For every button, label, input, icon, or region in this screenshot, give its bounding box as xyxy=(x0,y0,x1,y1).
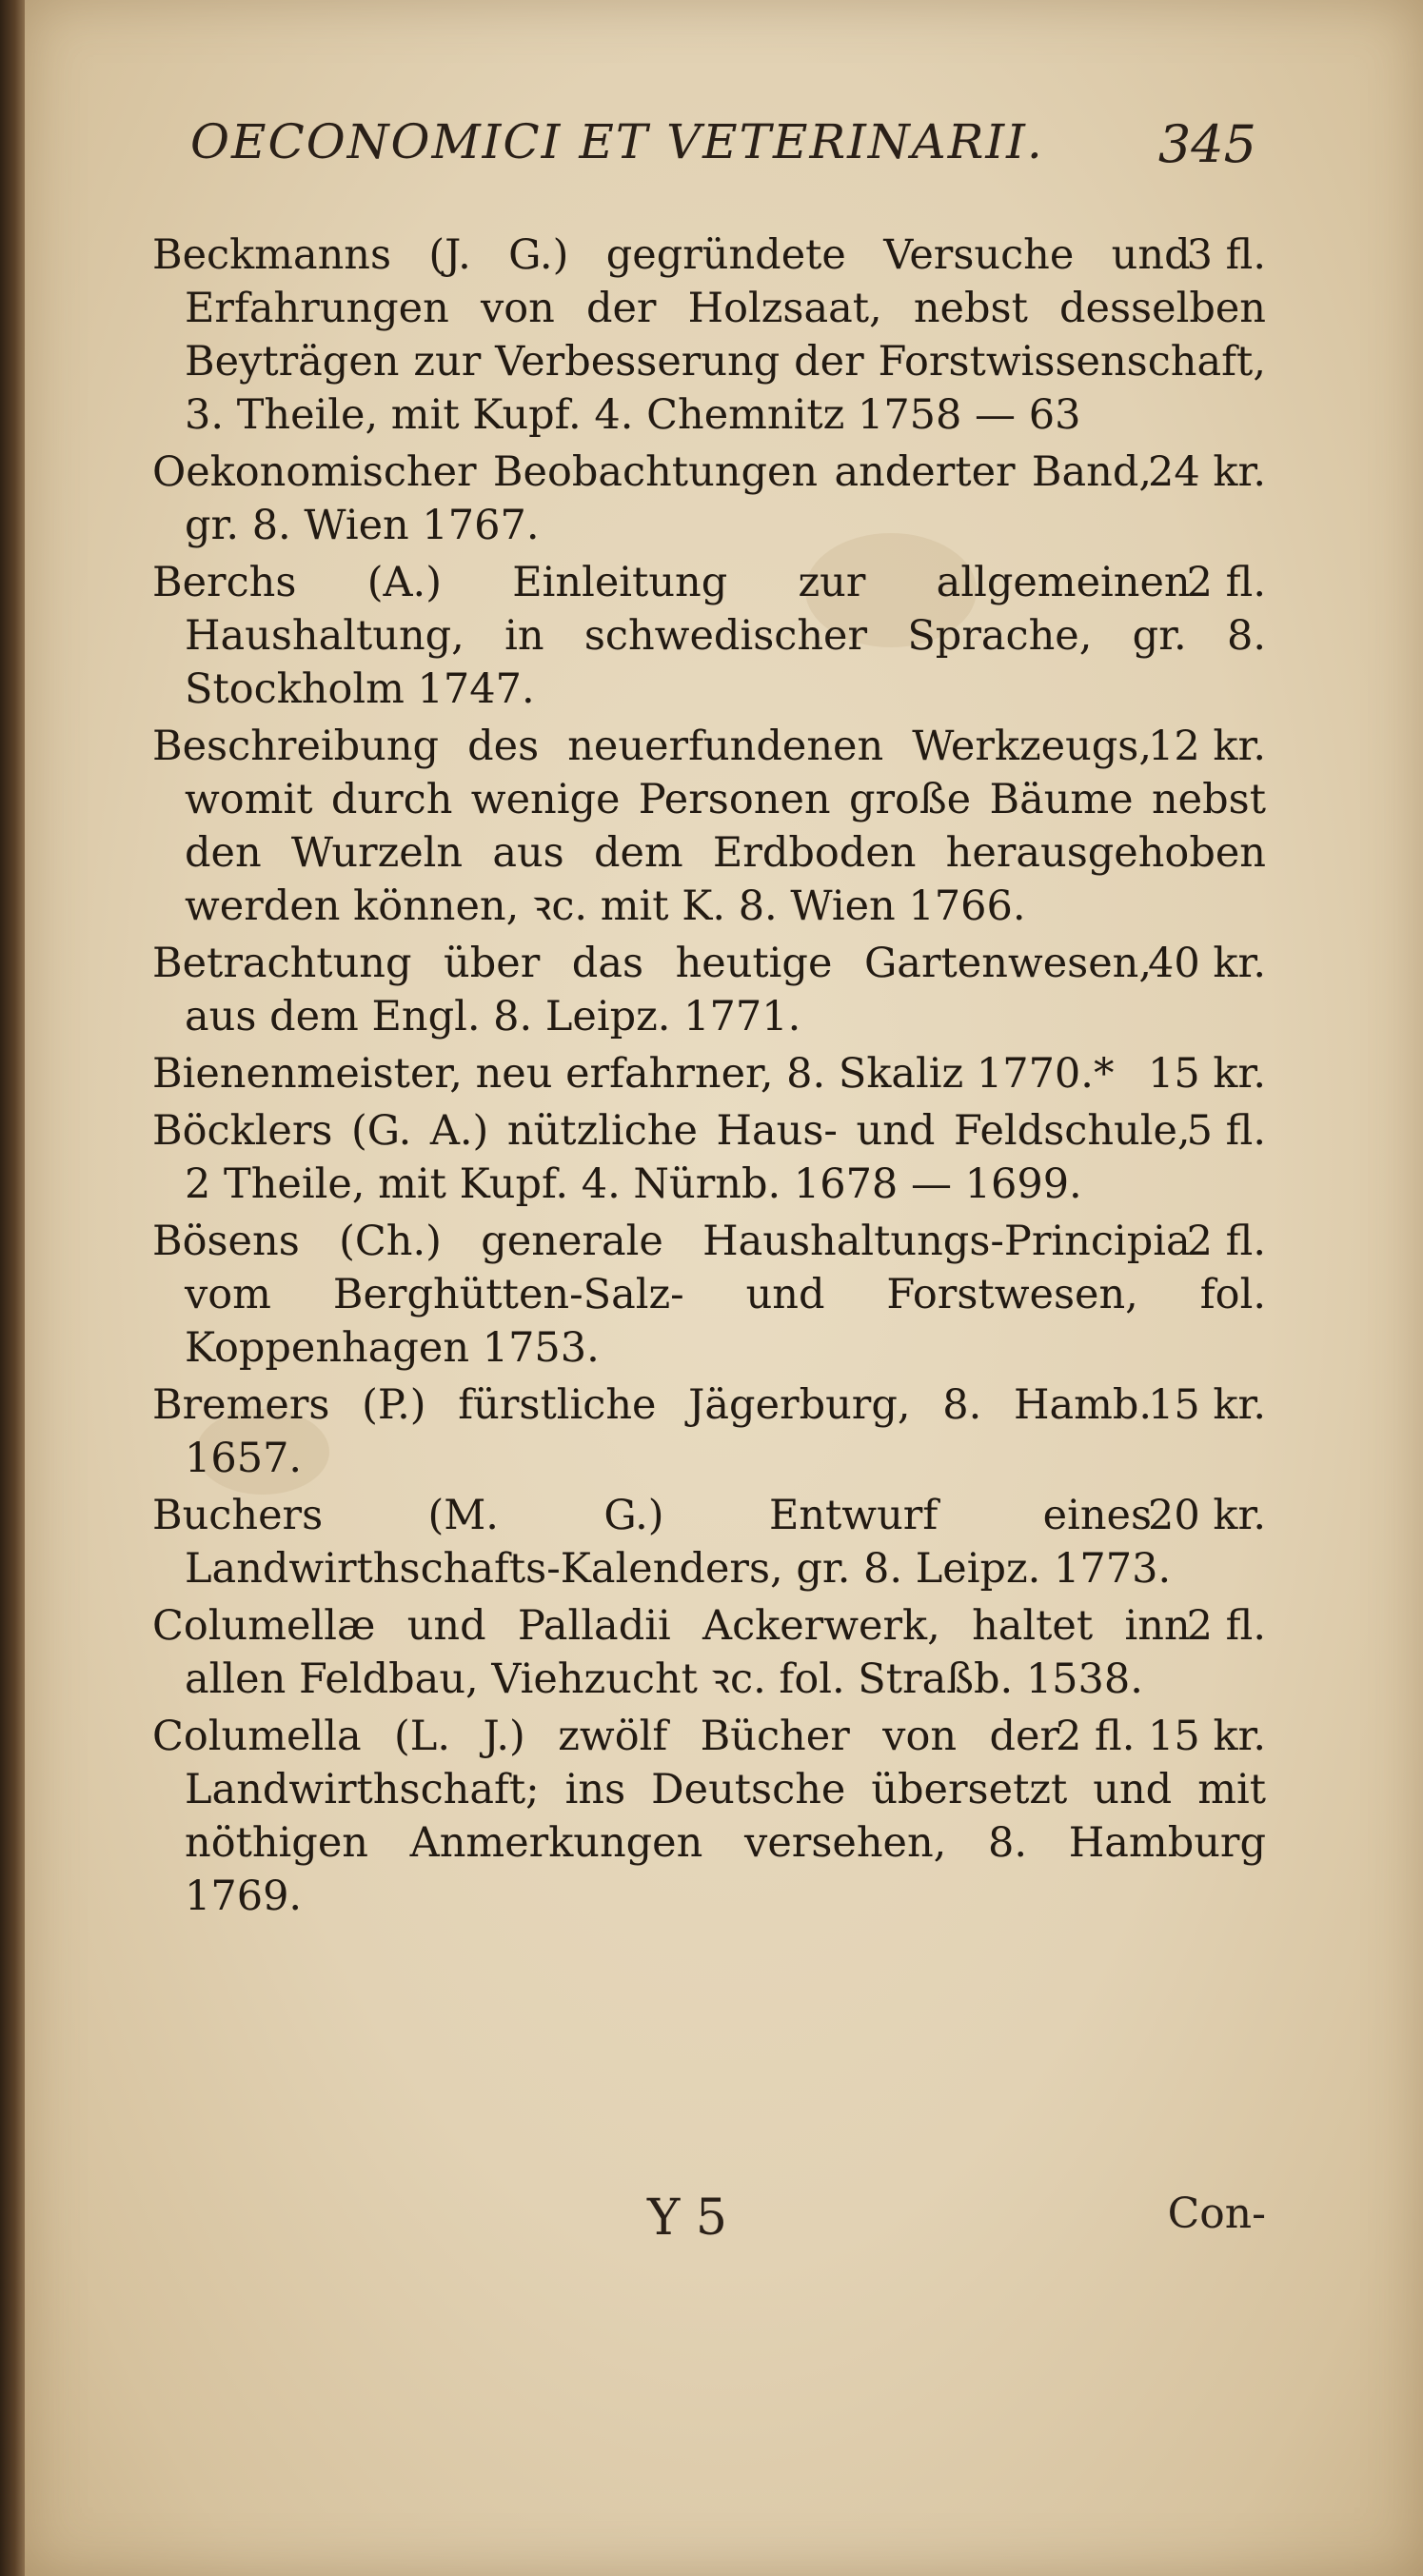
catalog-entry xyxy=(152,228,1266,442)
entry-price: 15 kr. xyxy=(1148,1381,1266,1429)
entry-price: 5 fl. xyxy=(1186,1107,1266,1155)
entry-text: Oekonomischer Beobachtungen anderter Band, gr. 8. Wien 1767. xyxy=(152,448,1153,549)
entry-text: Bösens (Ch.) generale Haushaltungs-Principia vom Berghütten-Salz- und Forstwesen, fol. Koppenhagen 1753. xyxy=(152,1218,1266,1372)
running-head: OECONOMICI ET VETERINARII. xyxy=(190,114,1044,169)
entry-text: Beckmanns (J. G.) gegründete Versuche und Erfahrungen von der Holzsaat, nebst desselben Beyträgen zur Verbesserung der Forstwissenschaft, 3. Theile, mit Kupf. 4. Chemnitz 1758 — 63 xyxy=(152,231,1266,439)
entry-price: 15 kr. xyxy=(1148,1050,1266,1098)
entry-price: 40 kr. xyxy=(1148,940,1266,987)
entry-price: 2 fl. 15 kr. xyxy=(1056,1713,1266,1760)
entry-text: Columellæ und Palladii Ackerwerk, haltet inn allen Feldbau, Viehzucht ꝛc. fol. Straßb. 1538. xyxy=(152,1602,1191,1703)
catalog-entry xyxy=(152,937,1266,1043)
entry-text: Columella (L. J.) zwölf Bücher von der Landwirthschaft; ins Deutsche übersetzt und mit nöthigen Anmerkungen versehen, 8. Hamburg 1769. xyxy=(152,1713,1266,1920)
entry-price: 24 kr. xyxy=(1148,448,1266,496)
catalog-entry xyxy=(152,1047,1266,1100)
entry-price: 2 fl. xyxy=(1186,559,1266,606)
catalog-entry xyxy=(152,1215,1266,1375)
entry-price: 20 kr. xyxy=(1148,1492,1266,1539)
entry-text: Böcklers (G. A.) nützliche Haus- und Feldschule, 2 Theile, mit Kupf. 4. Nürnb. 1678 — 1699. xyxy=(152,1107,1191,1208)
catalog-entry xyxy=(152,446,1266,552)
entry-price: 2 fl. xyxy=(1186,1218,1266,1265)
catalog-entry xyxy=(152,1710,1266,1923)
entry-text: Bienenmeister, neu erfahrner, 8. Skaliz 1770.* xyxy=(152,1050,1115,1098)
entry-price: 2 fl. xyxy=(1186,1602,1266,1650)
entry-text: Buchers (M. G.) Entwurf eines Landwirthschafts-Kalenders, gr. 8. Leipz. 1773. xyxy=(152,1492,1172,1593)
book-binding-edge xyxy=(0,0,25,2576)
page-footer xyxy=(152,2190,1266,2266)
page-number: 345 xyxy=(1157,114,1256,174)
catchword: Con- xyxy=(1167,2190,1266,2238)
catalog-entry xyxy=(152,720,1266,933)
page-header xyxy=(190,114,1256,190)
signature-mark: Y 5 xyxy=(647,2190,727,2247)
entry-text: Beschreibung des neuerfundenen Werkzeugs, womit durch wenige Personen große Bäume nebst den Wurzeln aus dem Erdboden herausgehoben werden können, ꝛc. mit K. 8. Wien 1766. xyxy=(152,723,1266,930)
entry-text: Bremers (P.) fürstliche Jägerburg, 8. Hamb. 1657. xyxy=(152,1381,1153,1482)
catalog-entries xyxy=(152,228,1266,1927)
catalog-entry xyxy=(152,1489,1266,1595)
entry-text: Betrachtung über das heutige Gartenwesen, aus dem Engl. 8. Leipz. 1771. xyxy=(152,940,1153,1040)
entry-price: 3 fl. xyxy=(1186,231,1266,279)
catalog-entry xyxy=(152,1599,1266,1706)
entry-text: Berchs (A.) Einleitung zur allgemeinen Haushaltung, in schwedischer Sprache, gr. 8. Stockholm 1747. xyxy=(152,559,1266,713)
catalog-entry xyxy=(152,556,1266,716)
catalog-entry xyxy=(152,1378,1266,1485)
catalog-entry xyxy=(152,1104,1266,1211)
entry-price: 12 kr. xyxy=(1148,723,1266,770)
